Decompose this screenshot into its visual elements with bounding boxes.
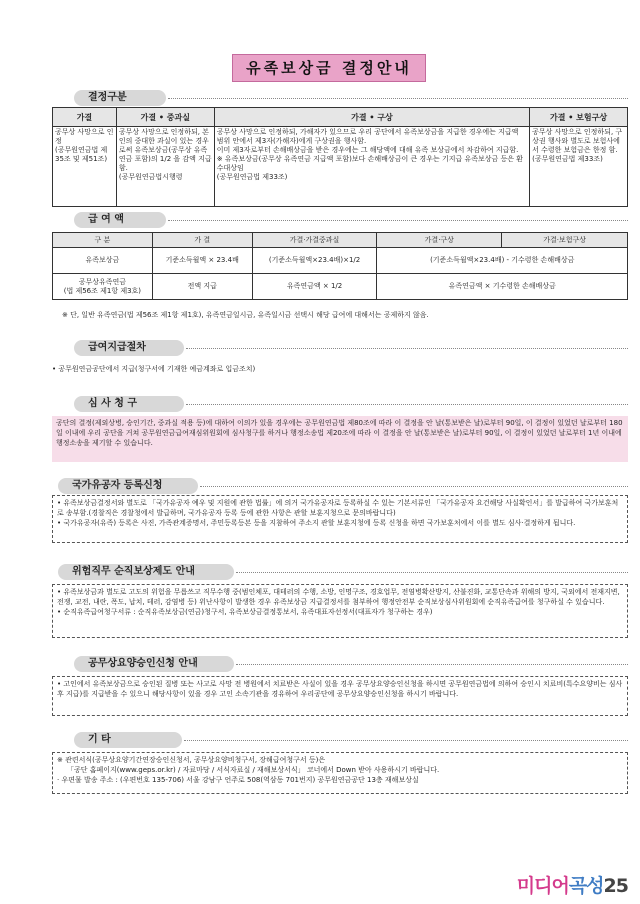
section-header-decision-type: 결정구분 (74, 90, 166, 106)
section-divider (184, 740, 628, 741)
table-cell: 공무상 사망으로 인정하되, 본인의 중대한 과실이 있는 경우로써 유족보상금(공무상 유족연금 포함)의 1/2 을 감액 지급함. (공무원연금법시행령 (116, 127, 214, 207)
table-cell: 공무상 사망으로 인정하되, 구상권 행사와 별도로 보험사에서 수령한 보험금은 한정 함. (공무원연금법 제33조) (530, 127, 628, 207)
header-cell: 가결 • 보험구상 (530, 108, 628, 127)
table-cell: (기준소득월액×23.4배)×1/2 (252, 248, 377, 274)
table-cell: (기준소득월액×23.4배) - 기수령한 손해배상금 (377, 248, 628, 274)
table-cell: 유족연금액 × 기수령한 손해배상금 (377, 274, 628, 300)
section-divider (168, 98, 628, 99)
logo-part-2: 곡성 (568, 875, 604, 897)
hazard-duty-box (52, 584, 628, 638)
header-cell: 가결 • 구상 (214, 108, 529, 127)
header-cell: 가결·가결중과실 (252, 233, 377, 248)
section-divider (236, 664, 628, 665)
section-divider (236, 572, 628, 573)
section-header-others: 기 타 (74, 732, 182, 748)
medical-approval-text: • 고인에서 유족보상금으로 승인된 질병 또는 사고로 사망 전 병원에서 치료받은 사실이 있을 경우 공무상요양승인신청을 하시면 공무원연금법에 의하여 승인시 치료비(특수요양비는 심사 후 지급)를 지급받을 수 있으니 해당사항이 있을 경우 고인 소속기관을 경유하여 우리공단에 공무상요양승인신청을 하시기 바랍니다. (57, 680, 623, 698)
row-label: 공무상유족연금 (법 제56조 제1항 제3호) (53, 274, 153, 300)
hazard-text-1: • 유족보상금과 별도로 고도의 위험을 무릅쓰고 직무수행 중(범인체포, 대테러의 수행, 소방, 인명구조, 경호업무, 전염병확산방지, 산불진화, 교통단속과 위해의 방지, 국외에서 전재지변, 전쟁, 교전, 내란, 폭도, 납치, 테러, 감염병 등) 위난사항이 발생한 경우 유족보상금 지급결정서를 첨부하여 행정안전부 순직보상심사위원회에 순직유족급여를 청구하실 수 있습니다. (57, 588, 620, 606)
header-cell: 구 분 (53, 233, 153, 248)
benefit-amount-table (52, 232, 628, 300)
header-cell: 가결 • 중과실 (116, 108, 214, 127)
section-divider (186, 404, 628, 405)
header-cell: 가결·보험구상 (502, 233, 628, 248)
review-request-text: 공단의 결정(제외상병, 승인기간, 중과실 적용 등)에 대하여 이의가 있을 경우에는 공무원연금법 제80조에 따라 이 결정을 안 날(통보받은 날)로부터 90일, 이 결정이 있었던 날로부터 180일 이내에 우리 공단을 거쳐 공무원연금급여재심위원회에 심사청구를 하거나 행정소송법 제20조에 따라 이 결정을 안 날(통보받은 날)로부터 90일, 이 결정이 있었던 날로부터 1년 이내에 행정소송을 제기할 수 있습니다. (52, 416, 628, 462)
header-cell: 가결·구상 (377, 233, 502, 248)
section-divider (200, 486, 628, 487)
section-header-patriot-registration: 국가유공자 등록신청 (58, 478, 198, 494)
table-cell: 기준소득월액 × 23.4배 (152, 248, 252, 274)
page-title: 유족보상금 결정안내 (232, 54, 426, 82)
page-number: 25 (603, 875, 628, 897)
medical-approval-box (52, 676, 628, 716)
others-box (52, 752, 628, 794)
patriot-text-2: • 국가유공자(유족) 등록은 사진, 가족관계증명서, 주민등록등본 등을 지참하여 주소지 관할 보훈지청에 등록 신청을 하면 국가보훈처에서 이를 별도 심사·결정하게 됩니다. (57, 519, 576, 527)
header-cell: 가 결 (152, 233, 252, 248)
section-header-benefit-amount: 급 여 액 (74, 212, 166, 228)
section-header-review-request: 심 사 청 구 (74, 396, 184, 412)
payment-procedure-text: • 공무원연금공단에서 지급(청구서에 기재한 예금계좌로 입금조치) (52, 365, 256, 373)
others-text-1: ※ 관련서식(공무상요양기간연장승인신청서, 공무상요양비청구서, 장해급여청구서 등)은 (57, 756, 326, 764)
section-header-payment-procedure: 급여지급절차 (74, 340, 184, 356)
table-cell: 전액 지급 (152, 274, 252, 300)
media-gokseong-logo (517, 871, 628, 898)
section-header-medical-approval: 공무상요양승인신청 안내 (74, 656, 234, 672)
hazard-text-2: • 순직유족급여청구서류 : 순직유족보상금(연금)청구서, 유족보상금결정통보서, 유족대표자선정서(대표자가 청구하는 경우) (57, 608, 433, 616)
patriot-registration-box (52, 495, 628, 543)
section-divider (186, 348, 628, 349)
section-header-hazard-duty: 위험직무 순직보상제도 안내 (58, 564, 234, 580)
others-text-2: 「공단 홈페이지(www.geps.or.kr) / 자료마당 / 서식자료실 / 재해보상서식」 코너에서 Down 받아 사용하시기 바랍니다. (67, 766, 440, 774)
decision-type-table (52, 107, 628, 207)
table-cell: 공무상 사망으로 인정하되, 가해자가 있으므로 우리 공단에서 유족보상금을 지급한 경우에는 지급액 범위 안에서 제3자(가해자)에게 구상권을 행사함. 이미 제3자로부터 손해배상금을 받은 경우에는 그 해당액에 대해 유족 보상금에서 차감하여 지급함. ※ 유족보상금(공무상 유족연금 지급액 포함)보다 손해배상금이 큰 경우는 기지급 유족보상금 등은 환수대상임 (공무원연금법 제33조) (214, 127, 529, 207)
patriot-text-1: • 유족보상금결정서와 별도로 「국가유공자 예우 및 지원에 관한 법률」에 의거 국가유공자로 등록하실 수 있는 기본서류인 「국가유공자 요건해당 사실확인서」를 발급하여 국가보훈처로 송부함.(경찰직은 경찰청에서 발급하며, 국가유공자 등록 등에 관한 사항은 관할 보훈지청으로 문의바랍니다) (57, 499, 619, 517)
table-cell: 공무상 사망으로 인정 (공무원연금법 제35조 및 제51조) (53, 127, 117, 207)
logo-part-1: 미디어 (516, 875, 569, 897)
benefit-note: ※ 단, 일반 유족연금(법 제56조 제1항 제1호), 유족연금일시금, 유족일시금 선택시 해당 급여에 대해서는 공제하지 않음. (62, 311, 429, 319)
table-cell: 유족연금액 × 1/2 (252, 274, 377, 300)
header-cell: 가결 (53, 108, 117, 127)
section-divider (168, 220, 628, 221)
row-label: 유족보상금 (53, 248, 153, 274)
others-text-3: · 우편물 발송 주소 : (우편번호 135-706) 서울 강남구 언주로 508(역삼동 701번지) 공무원연금공단 13층 재해보상실 (57, 776, 419, 784)
